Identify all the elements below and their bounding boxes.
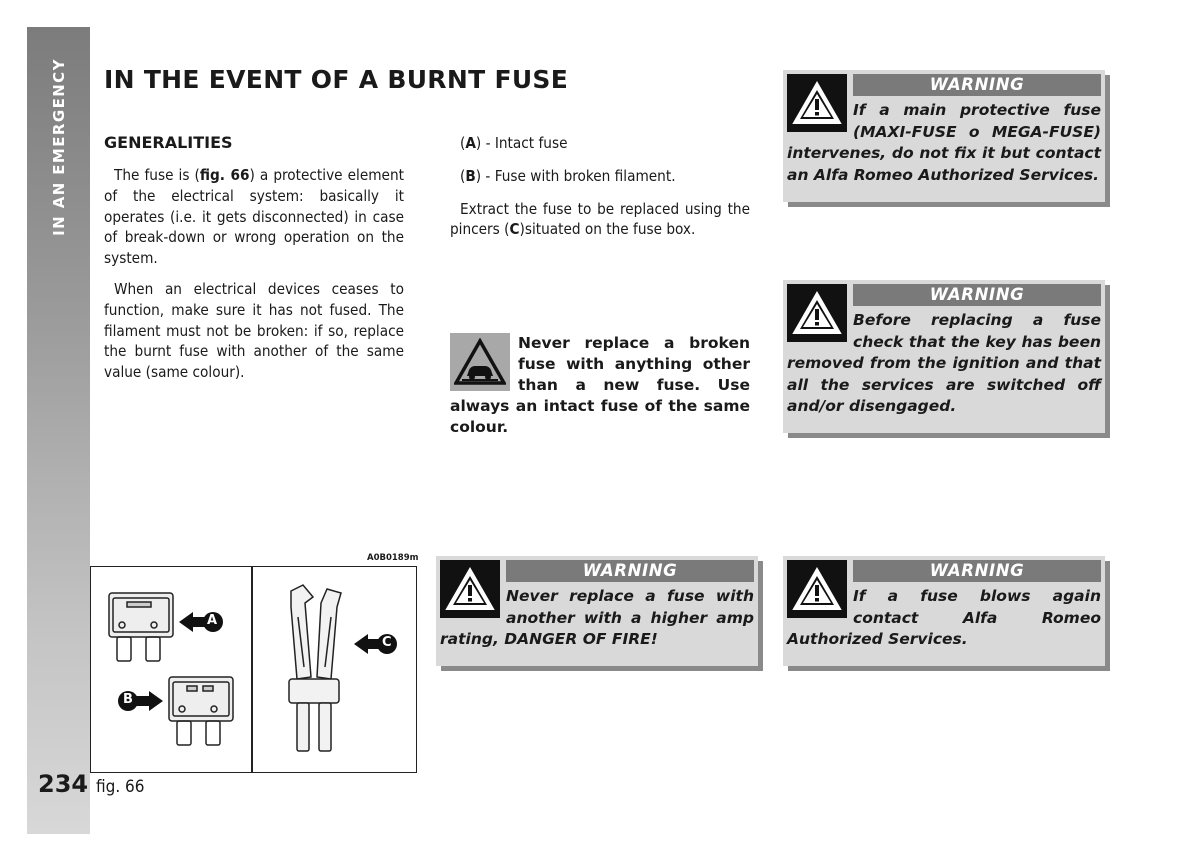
paragraph-device: When an electrical devices ceases to function, make sure it has not fused. The filament must not be broken: if so, replace the burnt fuse with another of the same value (same colour). bbox=[104, 279, 404, 382]
warning-triangle-icon bbox=[787, 560, 847, 618]
warning-header: WARNING bbox=[853, 284, 1101, 306]
item-a-text: ) - Intact fuse bbox=[475, 134, 568, 152]
item-a: (A) - Intact fuse bbox=[460, 134, 568, 152]
warning-box-key bbox=[783, 280, 1105, 433]
figure-label-b: B bbox=[123, 692, 133, 707]
p3-post: )situated on the fuse box. bbox=[519, 220, 696, 239]
caution-text: Never replace a broken fuse with anything other than a new fuse. Use always an intact fuse of the same colour. bbox=[450, 334, 750, 436]
label-c: C bbox=[509, 220, 520, 239]
warning-text: Never replace a fuse with another with a higher amp rating, DANGER OF FIRE! bbox=[440, 587, 754, 648]
figure-label-a: A bbox=[207, 613, 218, 628]
item-b: (B) - Fuse with broken filament. bbox=[460, 166, 676, 185]
caution-note bbox=[450, 333, 750, 438]
warning-triangle-icon bbox=[787, 284, 847, 342]
warning-header: WARNING bbox=[853, 74, 1101, 96]
p3-pre: Extract the fuse to be replaced using the pincers ( bbox=[450, 199, 750, 239]
label-a: A bbox=[465, 134, 476, 152]
warning-triangle-icon bbox=[440, 560, 500, 618]
warning-box-main-fuse bbox=[783, 70, 1105, 202]
warning-box-blows-again bbox=[783, 556, 1105, 666]
warning-header: WARNING bbox=[853, 560, 1101, 582]
section-heading: GENERALITIES bbox=[104, 133, 233, 152]
label-b: B bbox=[465, 166, 476, 185]
warning-triangle-icon bbox=[787, 74, 847, 132]
side-tab-label-box bbox=[27, 27, 90, 267]
warning-box-amp-rating bbox=[436, 556, 758, 666]
column-2 bbox=[450, 133, 750, 250]
page-number: 234 bbox=[38, 770, 89, 798]
pincers-icon bbox=[289, 585, 341, 751]
fuse-illustration bbox=[91, 567, 418, 774]
figure-reference: fig. 66 bbox=[199, 166, 250, 184]
intact-fuse-icon bbox=[109, 593, 173, 661]
paragraph-generalities bbox=[104, 165, 404, 269]
paragraph-extract bbox=[450, 199, 750, 241]
warning-text: If a main protective fuse (MAXI-FUSE o MEGA-FUSE) intervenes, do not fix it but contact an Alfa Romeo Authorized Services. bbox=[787, 101, 1101, 184]
item-b-text: ) - Fuse with broken filament. bbox=[475, 166, 676, 185]
broken-fuse-icon bbox=[169, 677, 233, 745]
warning-text: If a fuse blows again contact Alfa Romeo Authorized Services. bbox=[787, 587, 1101, 648]
side-tab-label: IN AN EMERGENCY bbox=[49, 58, 68, 236]
column-1 bbox=[104, 165, 404, 393]
fuse-figure bbox=[90, 566, 417, 773]
warning-header: WARNING bbox=[506, 560, 754, 582]
p1-post: ) a protective element of the electrical system: basically it operates (i.e. it gets disconnected) in case of break-down or wrong operation on the system. bbox=[104, 166, 404, 268]
figure-caption: fig. 66 bbox=[96, 777, 145, 797]
figure-code: A0B0189m bbox=[367, 553, 419, 563]
page-title: IN THE EVENT OF A BURNT FUSE bbox=[104, 65, 569, 94]
warning-text: Before replacing a fuse check that the key has been removed from the ignition and that all the services are switched off and/or disengaged. bbox=[787, 311, 1101, 415]
p1-pre: The fuse is ( bbox=[114, 166, 200, 184]
car-danger-icon bbox=[450, 333, 510, 391]
figure-label-c: C bbox=[382, 635, 392, 650]
